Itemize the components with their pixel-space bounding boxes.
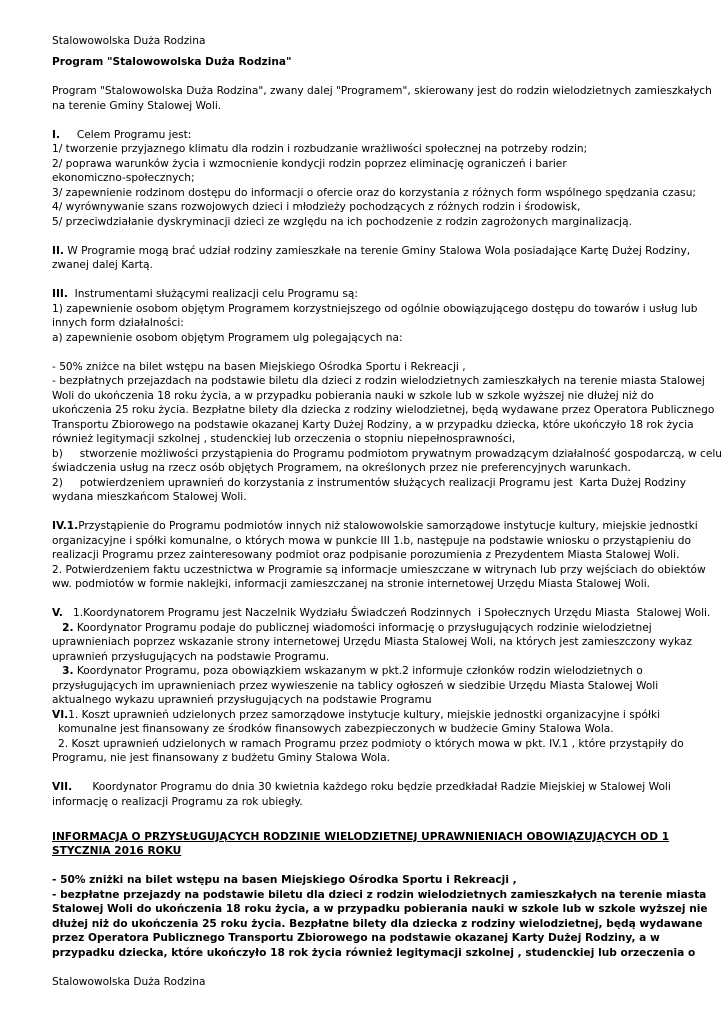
section-6-line: komunalne jest finansowany ze środków finansowych zabezpieczonych w budżecie Gminy Stalowa Wola. bbox=[58, 723, 614, 735]
section-3-heading: III. Instrumentami służącymi realizacji celu Programu są: bbox=[52, 288, 358, 300]
document-title: Program "Stalowowolska Duża Rodzina" bbox=[52, 56, 292, 68]
section-1-heading: I. Celem Programu jest: bbox=[52, 128, 192, 141]
section-1-item: 1/ tworzenie przyjaznego klimatu dla rodzin i rozbudzanie wrażliwości społecznej na potrzeby rodzin; bbox=[52, 143, 588, 155]
section-7-line: informację o realizacji Programu za rok ubiegły. bbox=[52, 795, 303, 808]
section-3-line: innych form działalności: bbox=[52, 317, 184, 329]
section-4-line: 2. Potwierdzeniem faktu uczestnictwa w Programie są informacje umieszczane w witrynach lub przy wejściach do obiektów bbox=[52, 563, 706, 576]
section-3-line: a) zapewnienie osobom objętym Programem ulg polegających na: bbox=[52, 331, 403, 344]
section-3-line: 1) zapewnienie osobom objętym Programem korzystniejszego od ogólnie obowiązującego dostępu do towarów i usług lub bbox=[52, 302, 698, 315]
section-3-line: również legitymacji szkolnej , studenckiej lub orzeczenia o stopniu niepełnosprawności, bbox=[52, 433, 516, 445]
section-6-line: 2. Koszt uprawnień udzielonych w ramach Programu przez podmioty o których mowa w pkt. IV.1 , które przystąpiły do bbox=[58, 737, 684, 750]
section-1-item: 5/ przeciwdziałanie dyskryminacji dzieci ze względu na ich pochodzenie z rodzin zagrożonych marginalizacją. bbox=[52, 215, 632, 228]
info-heading: INFORMACJA O PRZYSŁUGUJĄCYCH RODZINIE WIELODZIETNEJ UPRAWNIENIACH OBOWIĄZUJĄCYCH OD 1 bbox=[52, 830, 670, 843]
section-5-line: uprawnieniach poprzez wskazanie strony internetowej Urzędu Miasta Stalowej Woli, na których jest zamieszczony wykaz bbox=[52, 636, 692, 648]
info-heading: STYCZNIA 2016 ROKU bbox=[52, 845, 182, 857]
section-2-line: II. W Programie mogą brać udział rodziny zamieszkałe na terenie Gminy Stalowa Wola posiadające Kartę Dużej Rodziny, bbox=[52, 244, 691, 257]
section-3-line: Woli do ukończenia 18 roku życia, a w przypadku pobierania nauki w szkole lub w szkole wyższej nie dłużej niż do bbox=[52, 389, 654, 402]
section-1-item: 3/ zapewnienie rodzinom dostępu do informacji o ofercie oraz do korzystania z różnych form wspólnego spędzania czasu; bbox=[52, 186, 696, 199]
section-4-line: IV.1.Przystąpienie do Programu podmiotów innych niż stalowowolskie samorządowe instytucje kultury, miejskie jednostki bbox=[52, 520, 698, 532]
section-5-line: aktualnego wykazu uprawnień przysługujących na podstawie Programu bbox=[52, 694, 432, 706]
section-5-line: V. 1.Koordynatorem Programu jest Naczelnik Wydziału Świadczeń Rodzinnych i Społecznych Urzędu Miasta Stalowej Woli. bbox=[52, 607, 711, 619]
section-3-line: świadczenia usług na rzecz osób objętych Programem, na określonych przez nie preferencyjnych warunkach. bbox=[52, 462, 631, 474]
section-7-line: VII. Koordynator Programu do dnia 30 kwietnia każdego roku będzie przedkładał Radzie Miejskiej w Stalowej Woli bbox=[52, 781, 671, 793]
section-3-line: - bezpłatnych przejazdach na podstawie biletu dla dzieci z rodzin wielodzietnych zamieszkałych na terenie miasta Stalowej bbox=[52, 375, 705, 387]
info-line: - 50% zniżki na bilet wstępu na basen Miejskiego Ośrodka Sportu i Rekreacji , bbox=[52, 874, 517, 886]
section-3-line: b) stworzenie możliwości przystąpienia do Programu podmiotom prywatnym prowadzącym działalność gospodarczą, w celu bbox=[52, 447, 723, 460]
intro-line: na terenie Gminy Stalowej Woli. bbox=[52, 99, 222, 112]
section-3-line: ukończenia 25 roku życia. Bezpłatne bilety dla dziecka z rodziny wielodzietnej, będą wydawane przez Operatora Publicznego bbox=[52, 404, 715, 416]
page-footer: Stalowowolska Duża Rodzina bbox=[52, 976, 206, 988]
info-line: dłużej niż do ukończenia 25 roku życia. Bezpłatne bilety dla dziecka z rodziny wielodzietnej, będą wydawane bbox=[52, 917, 703, 930]
section-5-line: uprawnień przysługujących na podstawie Programu. bbox=[52, 650, 330, 663]
info-line: - bezpłatne przejazdy na podstawie biletu dla dzieci z rodzin wielodzietnych zamieszkałych na terenie miasta bbox=[52, 888, 707, 901]
info-line: przez Operatora Publicznego Transportu Zbiorowego na podstawie okazanej Karty Dużej Rodziny, a w bbox=[52, 932, 660, 944]
section-6-line: Programu, nie jest finansowany z budżetu Gminy Stalowa Wola. bbox=[52, 752, 390, 764]
section-3-line: wydana mieszkańcom Stalowej Woli. bbox=[52, 491, 247, 503]
section-1-item: 2/ poprawa warunków życia i wzmocnienie kondycji rodzin poprzez eliminację ograniczeń i barier bbox=[52, 157, 567, 170]
section-4-line: ww. podmiotów w formie naklejki, informacji zamieszczanej na stronie internetowej Urzędu Miasta Stalowej Woli. bbox=[52, 578, 651, 590]
section-4-line: organizacyjne i spółki komunalne, o których mowa w punkcie III 1.b, następuje na podstawie wniosku o przystąpieniu do bbox=[52, 534, 691, 547]
section-5-line: 2. Koordynator Programu podaje do publicznej wiadomości informację o przysługujących rodzinie wielodzietnej bbox=[62, 621, 652, 634]
section-1-item: 4/ wyrównywanie szans rozwojowych dzieci i młodzieży pochodzących z różnych rodzin i środowisk, bbox=[52, 201, 581, 213]
section-5-line: 3. Koordynator Programu, poza obowiązkiem wskazanym w pkt.2 informuje członków rodzin wielodzietnych o bbox=[62, 665, 643, 677]
section-3-line: 2) potwierdzeniem uprawnień do korzystania z instrumentów służących realizacji Programu jest Karta Dużej Rodziny bbox=[52, 476, 687, 489]
section-5-line: przysługujących im uprawnieniach przez wywieszenie na tablicy ogłoszeń w siedzibie Urzędu Miasta Stalowej Woli bbox=[52, 679, 659, 692]
section-4-line: realizacji Programu przez zainteresowany podmiot oraz podpisanie porozumienia z Prezydentem Miasta Stalowej Woli. bbox=[52, 549, 680, 561]
section-1-item: ekonomiczno-społecznych; bbox=[52, 172, 195, 184]
section-3-line: Transportu Zbiorowego na podstawie okazanej Karty Dużej Rodziny, a w przypadku dziecka, które ukończyło 18 rok życia bbox=[52, 418, 694, 431]
intro-line: Program "Stalowowolska Duża Rodzina", zwany dalej "Programem", skierowany jest do rodzin wielodzietnych zamieszkałych bbox=[52, 85, 712, 97]
info-line: przypadku dziecka, które ukończyło 18 rok życia również legitymacji szkolnej , studenckiej lub orzeczenia o bbox=[52, 946, 696, 959]
info-line: Stalowej Woli do ukończenia 18 roku życia, a w przypadku pobierania nauki w szkole lub w szkole wyższej nie bbox=[52, 903, 708, 915]
section-2-line: zwanej dalej Kartą. bbox=[52, 259, 153, 271]
section-6-line: VI.1. Koszt uprawnień udzielonych przez samorządowe instytucje kultury, miejskie jednostki organizacyjne i spółki bbox=[52, 708, 661, 721]
section-3-line: - 50% zniżce na bilet wstępu na basen Miejskiego Ośrodka Sportu i Rekreacji , bbox=[52, 360, 466, 373]
page-header: Stalowowolska Duża Rodzina bbox=[52, 35, 206, 47]
